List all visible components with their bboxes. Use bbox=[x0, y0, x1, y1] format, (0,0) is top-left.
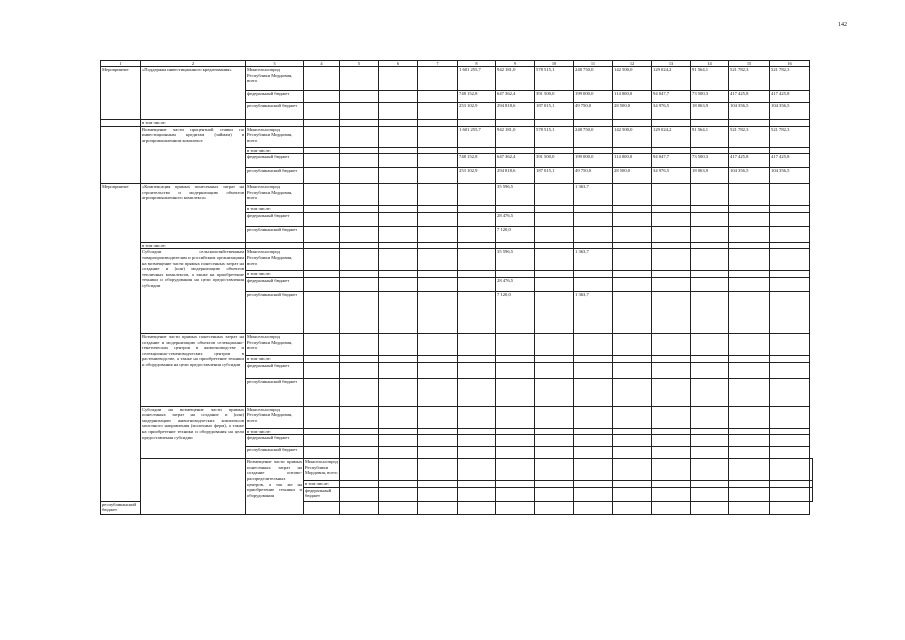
value-cell: 253 102,9 bbox=[458, 103, 496, 120]
funding-source-cell: федеральный бюджет bbox=[246, 212, 304, 226]
funding-source-cell: в том числе: bbox=[304, 481, 340, 488]
column-number: 5 bbox=[340, 61, 379, 67]
table-row bbox=[101, 242, 813, 249]
funding-source-cell: республиканский бюджет bbox=[246, 291, 304, 333]
value-cell: 104 356,5 bbox=[729, 103, 770, 120]
column-number: 4 bbox=[304, 61, 340, 67]
value-cell: 294 818,6 bbox=[496, 168, 535, 184]
activity-name-cell: Субсидии сельскохозяйственным товаропроизводителям и российским организациям на возмещение части прямых понесенных затрат на создание и (или) модернизацию объектов тепличных комплексов, а также на приобретение техники и оборудования на цели предоставления субсидии bbox=[141, 249, 246, 334]
funding-source-cell: федеральный бюджет bbox=[304, 487, 340, 501]
value-cell: 294 818,6 bbox=[496, 103, 535, 120]
table-row bbox=[101, 126, 813, 147]
value-cell: 73 500,3 bbox=[691, 154, 729, 168]
column-number: 10 bbox=[535, 61, 574, 67]
value-cell: 521 782,3 bbox=[729, 67, 770, 91]
column-number: 3 bbox=[246, 61, 304, 67]
value-cell: 34 976,5 bbox=[652, 168, 691, 184]
value-cell: 187 015,1 bbox=[535, 168, 574, 184]
value-cell: 28 500,0 bbox=[613, 103, 652, 120]
funding-source-cell: Минсельхозпрод Республики Мордовия, всего bbox=[246, 333, 304, 355]
value-cell: 114 000,0 bbox=[613, 91, 652, 103]
column-number: 7 bbox=[418, 61, 458, 67]
value-cell: 7 120,0 bbox=[496, 291, 535, 333]
value-cell: 199 000,0 bbox=[574, 154, 613, 168]
column-number: 12 bbox=[613, 61, 652, 67]
funding-source-cell: республиканский бюджет bbox=[246, 226, 304, 242]
table-row bbox=[101, 249, 813, 271]
value-cell: 129 024,2 bbox=[652, 67, 691, 91]
table-row bbox=[101, 184, 813, 206]
value-cell: 104 356,5 bbox=[770, 103, 810, 120]
table-row bbox=[101, 120, 813, 127]
funding-source-cell: республиканский бюджет bbox=[101, 501, 141, 514]
value-cell: 647 362,4 bbox=[496, 154, 535, 168]
column-number: 13 bbox=[652, 61, 691, 67]
value-cell: 521 782,3 bbox=[729, 126, 770, 147]
page-number: 142 bbox=[838, 22, 847, 28]
value-cell: 391 500,0 bbox=[535, 91, 574, 103]
funding-source-cell: в том числе: bbox=[246, 271, 304, 278]
value-cell: 49 750,0 bbox=[574, 168, 613, 184]
funding-source-cell: Минсельхозпрод Республики Мордовия, всего bbox=[246, 126, 304, 147]
value-cell: 417 425,8 bbox=[729, 154, 770, 168]
column-number: 11 bbox=[574, 61, 613, 67]
funding-source-cell: Минсельхозпрод Республики Мордовия, всего bbox=[246, 406, 304, 428]
activity-name-cell: «Компенсация прямых понесенных затрат на строительство и модернизацию объектов агропромышленного комплекса» bbox=[141, 184, 246, 243]
value-cell: 49 750,0 bbox=[574, 103, 613, 120]
value-cell: 417 425,8 bbox=[770, 91, 810, 103]
value-cell: 253 102,9 bbox=[458, 168, 496, 184]
value-cell: 114 000,0 bbox=[613, 154, 652, 168]
column-number: 6 bbox=[379, 61, 418, 67]
value-cell: 34 976,5 bbox=[652, 103, 691, 120]
column-number: 14 bbox=[691, 61, 729, 67]
funding-source-cell: республиканский бюджет bbox=[246, 168, 304, 184]
value-cell: 417 425,8 bbox=[729, 91, 770, 103]
value-cell: 18 063,9 bbox=[691, 103, 729, 120]
activity-name-cell: «Поддержка инвестиционного кредитования» bbox=[141, 67, 246, 120]
column-number: 15 bbox=[729, 61, 770, 67]
budget-table bbox=[100, 60, 813, 515]
value-cell: 942 181,0 bbox=[496, 126, 535, 147]
value-cell: 1 363,7 bbox=[574, 291, 613, 333]
funding-source-cell: федеральный бюджет bbox=[246, 91, 304, 103]
activity-type-cell: Мероприятие bbox=[101, 67, 141, 120]
value-cell: 129 024,2 bbox=[652, 126, 691, 147]
in-that-number-label: в том числе: bbox=[141, 242, 246, 249]
funding-source-cell: республиканский бюджет bbox=[246, 447, 304, 459]
value-cell: 35 596,5 bbox=[496, 249, 535, 271]
table-row bbox=[101, 333, 813, 355]
value-cell: 1 601 255,7 bbox=[458, 67, 496, 91]
funding-source-cell: Минсельхозпрод Республики Мордовия, всего bbox=[304, 459, 340, 481]
value-cell: 94 047,7 bbox=[652, 91, 691, 103]
value-cell: 199 000,0 bbox=[574, 91, 613, 103]
value-cell: 248 750,0 bbox=[574, 126, 613, 147]
activity-name-cell: Возмещение части процентной ставки по инвестиционным кредитам (займам) в агропромышленном комплексе bbox=[141, 126, 246, 184]
column-number: 8 bbox=[458, 61, 496, 67]
value-cell: 18 063,9 bbox=[691, 168, 729, 184]
value-cell: 1 601 255,7 bbox=[458, 126, 496, 147]
column-number: 9 bbox=[496, 61, 535, 67]
value-cell: 28 476,5 bbox=[496, 277, 535, 291]
table-row bbox=[101, 459, 813, 481]
table-row bbox=[101, 67, 813, 91]
value-cell: 7 120,0 bbox=[496, 226, 535, 242]
funding-source-cell: республиканский бюджет bbox=[246, 103, 304, 120]
activity-name-cell: Субсидии на возмещение части прямых понесенных затрат на создание и (или) модернизацию животноводческих комплексов молочного направления (молочных ферм), а также на приобретение техники и оборудования на цели предоставления субсидии bbox=[141, 406, 246, 459]
budget-table-container bbox=[100, 60, 813, 515]
value-cell: 748 152,8 bbox=[458, 154, 496, 168]
funding-source-cell: Минсельхозпрод Республики Мордовия, всего bbox=[246, 249, 304, 271]
value-cell: 1 363,7 bbox=[574, 184, 613, 206]
value-cell: 248 750,0 bbox=[574, 67, 613, 91]
value-cell: 748 152,8 bbox=[458, 91, 496, 103]
value-cell: 647 362,4 bbox=[496, 91, 535, 103]
table-row bbox=[101, 406, 813, 428]
funding-source-cell: в том числе: bbox=[246, 355, 304, 362]
value-cell: 391 500,0 bbox=[535, 154, 574, 168]
activity-type-cell: Мероприятие bbox=[101, 184, 141, 502]
value-cell: 521 782,3 bbox=[770, 126, 810, 147]
value-cell: 73 500,3 bbox=[691, 91, 729, 103]
column-number: 2 bbox=[141, 61, 246, 67]
value-cell: 28 500,0 bbox=[613, 168, 652, 184]
funding-source-cell: Минсельхозпрод Республики Мордовия, всего bbox=[246, 184, 304, 206]
funding-source-cell: федеральный бюджет bbox=[246, 362, 304, 378]
value-cell: 578 515,1 bbox=[535, 67, 574, 91]
value-cell: 94 047,7 bbox=[652, 154, 691, 168]
value-cell: 578 515,1 bbox=[535, 126, 574, 147]
value-cell: 142 500,0 bbox=[613, 67, 652, 91]
in-that-number-label: в том числе: bbox=[141, 120, 246, 127]
value-cell: 104 356,5 bbox=[770, 168, 810, 184]
funding-source-cell: федеральный бюджет bbox=[246, 435, 304, 447]
funding-source-cell: Минсельхозпрод Республики Мордовия, всего bbox=[246, 67, 304, 91]
funding-source-cell: республиканский бюджет bbox=[246, 378, 304, 406]
funding-source-cell: в том числе: bbox=[246, 147, 304, 154]
value-cell: 28 476,5 bbox=[496, 212, 535, 226]
value-cell: 1 363,7 bbox=[574, 249, 613, 271]
value-cell: 104 356,5 bbox=[729, 168, 770, 184]
funding-source-cell: федеральный бюджет bbox=[246, 277, 304, 291]
value-cell: 91 564,1 bbox=[691, 67, 729, 91]
funding-source-cell: федеральный бюджет bbox=[246, 154, 304, 168]
funding-source-cell: в том числе: bbox=[246, 428, 304, 435]
value-cell: 187 015,1 bbox=[535, 103, 574, 120]
value-cell: 942 181,0 bbox=[496, 67, 535, 91]
activity-name-cell: Возмещение части прямых понесенных затрат на создание и модернизацию объектов селекционно-генетических центров в животноводстве и селекционно-семеноводческих центров в растениеводстве, а также на приобретение техники и оборудования на цели предоставления субсидии bbox=[141, 333, 246, 406]
column-number: 1 bbox=[101, 61, 141, 67]
value-cell: 142 500,0 bbox=[613, 126, 652, 147]
funding-source-cell: в том числе: bbox=[246, 206, 304, 213]
column-number: 16 bbox=[770, 61, 810, 67]
value-cell: 521 782,3 bbox=[770, 67, 810, 91]
activity-name-cell: Возмещение части прямых понесенных затрат на создание оптово-распределительных центров, а так же на приобретение техники и оборудования bbox=[246, 459, 304, 515]
value-cell: 35 596,5 bbox=[496, 184, 535, 206]
value-cell: 91 564,1 bbox=[691, 126, 729, 147]
value-cell: 417 425,8 bbox=[770, 154, 810, 168]
